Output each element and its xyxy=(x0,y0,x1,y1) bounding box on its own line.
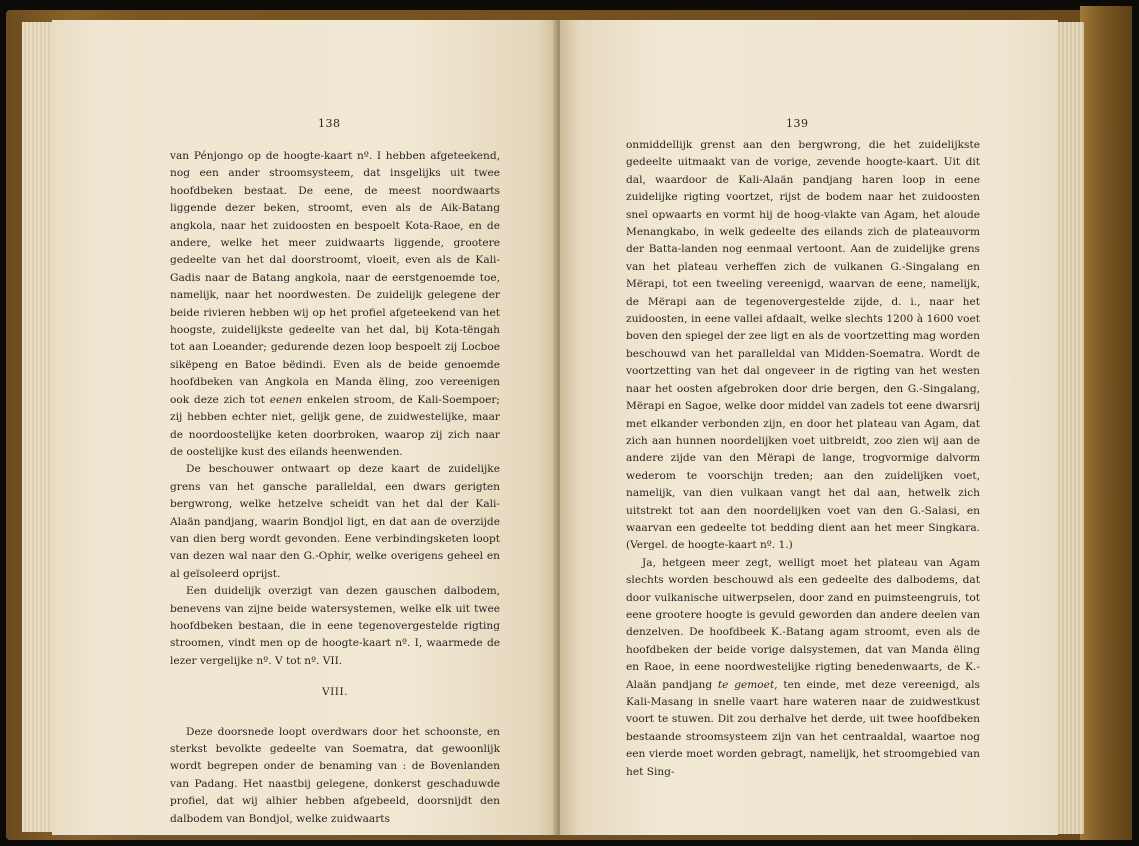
left-page-text xyxy=(170,148,500,828)
left-paragraph-3: Een duidelijk overzigt van dezen gauschen dalbodem, benevens van zijne beide watersystemen, welke elk uit twee hoofdbeken bestaan, die in eene tegenovergestelde rigting stroomen, vindt men op de hoogte-kaart nº. I, waarmede de lezer vergelijke nº. V tot nº. VII. xyxy=(170,585,500,667)
emphasis-text: te gemoet xyxy=(717,678,775,691)
right-page-text xyxy=(626,137,980,781)
right-page xyxy=(560,20,1058,835)
emphasis-text: eenen xyxy=(269,393,303,406)
left-paragraph-1: van Pénjongo op de hoogte-kaart nº. I hebben afgeteekend, nog een ander stroomsysteem, dat insgelijks uit twee hoofdbeken bestaat. De eene, de meest noordwaarts liggende dezer beken, stroomt, even als de Aik-Batang angkola, naar het zuidoosten en bespoelt Kota-Raoe, en de andere, welke het meer zuidwaarts liggende, grootere gedeelte van het dal doorstroomt, vloeit, even als de Kali-Gadis naar de Batang angkola, naar de eerstgenoemde toe, namelijk, naar het noordwesten. De zuidelijk gelegene der beide rivieren hebben wij op het profiel afgeteekend van het hoogste, zuidelijkste gedeelte van het dal, bij Kota-tëngah tot aan Loeander; gedurende dezen loop bespoelt zij Locboe sikëpeng en Batoe bëdindi. Even als de beide genoemde hoofdbeken van Angkola en Manda ëling, zoo vereenigen ook deze zich tot eenen enkelen stroom, de Kali-Soempoer; zij hebben echter niet, gelijk gene, de zuidwestelijke, maar de noordoostelijke keten doorbroken, waarop zij zich naar de oostelijke kust des eilands heenwenden. xyxy=(170,150,501,458)
right-paragraph-1: onmiddellijk grenst aan den bergwrong, die het zuidelijkste gedeelte uitmaakt van de vorige, zevende hoogte-kaart. Uit dit dal, waardoor de Kali-Alaän pandjang haren loop in eene zuidelijke rigting voortzet, rijst de bodem naar het zuidoosten snel opwaarts en vormt hij de hoog-vlakte van Agam, het aloude Menangkabo, in welk gedeelte des eilands zich de plateauvorm der Batta-landen nog eenmaal vertoont. Aan de zuidelijke grens van het plateau verheffen zich de vulkanen G.-Singalang en Mërapi, tot een tweeling vereenigd, waarvan de eene, namelijk, de Mërapi aan de tegenovergestelde zijde, d. i., naar het zuidoosten, in eene vallei afdaalt, welke slechts 1200 à 1600 voet boven den spiegel der zee ligt en als de voortzetting mag worden beschouwd van het paralleldal van Midden-Soematra. Wordt de voortzetting van het dal ongeveer in de rigting van het westen naar het oosten afgebroken door drie bergen, den G.-Singalang, Mërapi en Sagoe, welke door middel van zadels tot eene dwarsrij met elkander verbonden zijn, en door het plateau van Agam, dat zich aan hunnen noordelijken voet uitbreidt, zoo zien wij aan de andere zijde van den Mërapi de lange, trogvormige dalvorm wederom te voorschijn treden; aan den zuidelijken voet, namelijk, van dien vulkaan vangt het dal aan, hetwelk zich uitstrekt tot aan den noordelijken voet van den G.-Salasi, en waarvan een gedeelte tot bedding dient aan het meer Singkara. (Vergel. de hoogte-kaart nº. 1.) xyxy=(626,139,980,552)
page-number-left: 138 xyxy=(318,117,341,130)
left-page-stack xyxy=(22,22,56,832)
right-page-stack xyxy=(1056,22,1084,834)
book-spine-edge xyxy=(1080,6,1132,840)
left-paragraph-2: De beschouwer ontwaart op deze kaart de zuidelijke grens van het gansche paralleldal, een dwars gerigten bergwrong, welke hetzelve scheidt van het dal der Kali-Alaän pandjang, waarin Bondjol ligt, en dat aan de overzijde van dien berg wordt gevonden. Eene verbindingsketen loopt van dezen wal naar den G.-Ophir, welke overigens geheel en al geïsoleerd oprijst. xyxy=(170,463,500,580)
right-paragraph-2: Ja, hetgeen meer zegt, welligt moet het plateau van Agam slechts worden beschouwd als een gedeelte des dalbodems, dat door vulkanische uitwerpselen, door zand en puimsteengruis, tot eene grootere hoogte is gevuld geworden dan andere deelen van denzelven. De hoofdbeek K.-Batang agam stroomt, even als de hoofdbeken der beide vorige dalsystemen, dat van Manda ëling en Raoe, in eene noordwestelijke rigting benedenwaarts, de K.-Alaän pandjang te gemoet, ten einde, met deze vereenigd, als Kali-Masang in snelle vaart hare wateren naar de zuidwestkust voort te stuwen. Dit zou derhalve het derde, uit twee hoofdbeken bestaande stroomsysteem zijn van het centraaldal, waartoe nog een vierde moet worden gebragt, namelijk, het stroomgebied van het Sing- xyxy=(626,556,980,778)
left-paragraph-4: Deze doorsnede loopt overdwars door het schoonste, en sterkst bevolkte gedeelte van Soematra, dat gewoonlijk wordt begrepen onder de benaming van : de Bovenlanden van Padang. Het naastbij gelegene, donkerst geschaduwde profiel, dat wij alhier hebben afgebeeld, doorsnijdt den dalbodem van Bondjol, welke zuidwaarts xyxy=(170,725,500,825)
left-page xyxy=(52,20,558,835)
page-number-right: 139 xyxy=(786,117,809,130)
section-heading: VIII. xyxy=(321,686,349,699)
